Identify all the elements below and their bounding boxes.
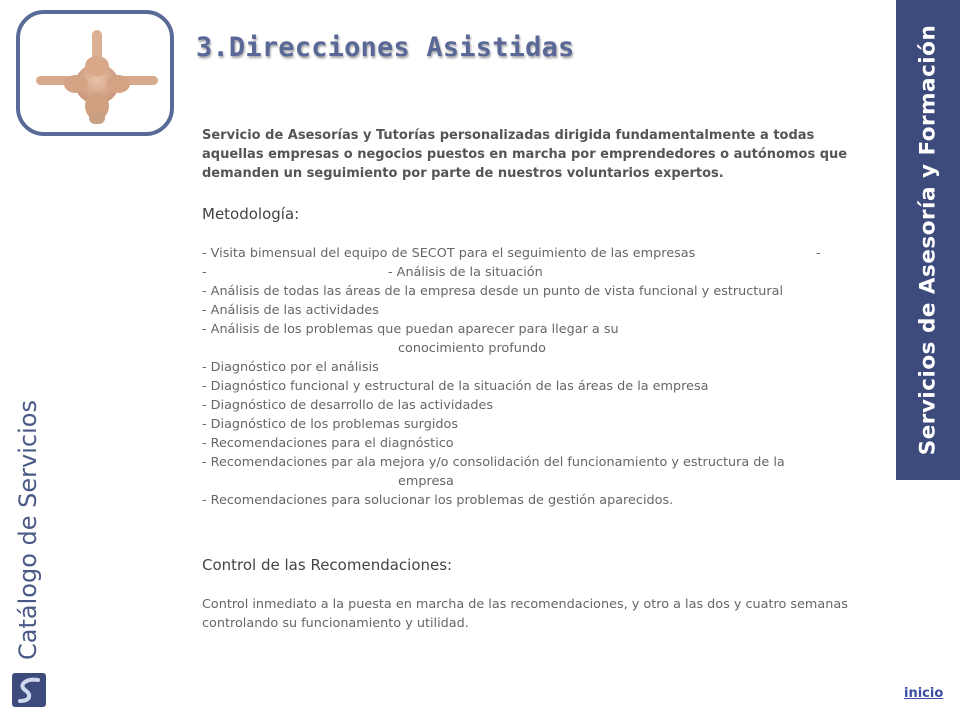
list-item: - Análisis de los problemas que puedan aparecer para llegar a su <box>202 322 619 337</box>
list-item-continuation: conocimiento profundo <box>398 341 546 356</box>
page-title: 3.Direcciones Asistidas <box>196 32 575 63</box>
list-item: - Análisis de las actividades <box>202 303 379 318</box>
list-item-text: - Análisis de la situación <box>388 265 543 280</box>
control-paragraph: Control inmediato a la puesta en marcha de las recomendaciones, y otro a las dos y cuatro semanas controlando su funcionamiento y utilidad. <box>202 597 848 631</box>
list-item-continuation: empresa <box>398 474 454 489</box>
list-item <box>202 263 882 282</box>
list-item: - Recomendaciones para el diagnóstico <box>202 436 454 451</box>
brand-logo-icon <box>12 673 46 707</box>
list-item: - Análisis de todas las áreas de la empresa desde un punto de vista funcional y estructural <box>202 284 784 299</box>
list-item <box>202 244 882 263</box>
hands-logo-icon <box>34 26 160 126</box>
catalog-label: Catálogo de Servicios <box>14 400 42 660</box>
list-item: - Diagnóstico funcional y estructural de la situación de las áreas de la empresa <box>202 379 709 394</box>
list-item-dash: - <box>816 246 821 261</box>
list-item: - Diagnóstico por el análisis <box>202 360 379 375</box>
list-item: - Recomendaciones para solucionar los problemas de gestión aparecidos. <box>202 493 674 508</box>
list-item-dash: - <box>202 265 207 280</box>
list-item: - Recomendaciones par ala mejora y/o consolidación del funcionamiento y estructura de la <box>202 455 785 470</box>
control-heading: Control de las Recomendaciones: <box>202 556 453 574</box>
list-item-text: - Visita bimensual del equipo de SECOT para el seguimiento de las empresas <box>202 246 696 261</box>
home-link[interactable]: inicio <box>904 686 944 701</box>
methodology-list <box>202 244 882 510</box>
list-item: - Diagnóstico de desarrollo de las actividades <box>202 398 493 413</box>
sidebar-title: Servicios de Asesoría y Formación <box>915 24 941 456</box>
intro-paragraph: Servicio de Asesorías y Tutorías personalizadas dirigida fundamentalmente a todas aquellas empresas o negocios puestos en marcha por emprendedores o autónomos que demanden un seguimiento por parte de nuestros voluntarios expertos. <box>202 128 848 181</box>
list-item: - Diagnóstico de los problemas surgidos <box>202 417 458 432</box>
methodology-heading: Metodología: <box>202 205 300 223</box>
